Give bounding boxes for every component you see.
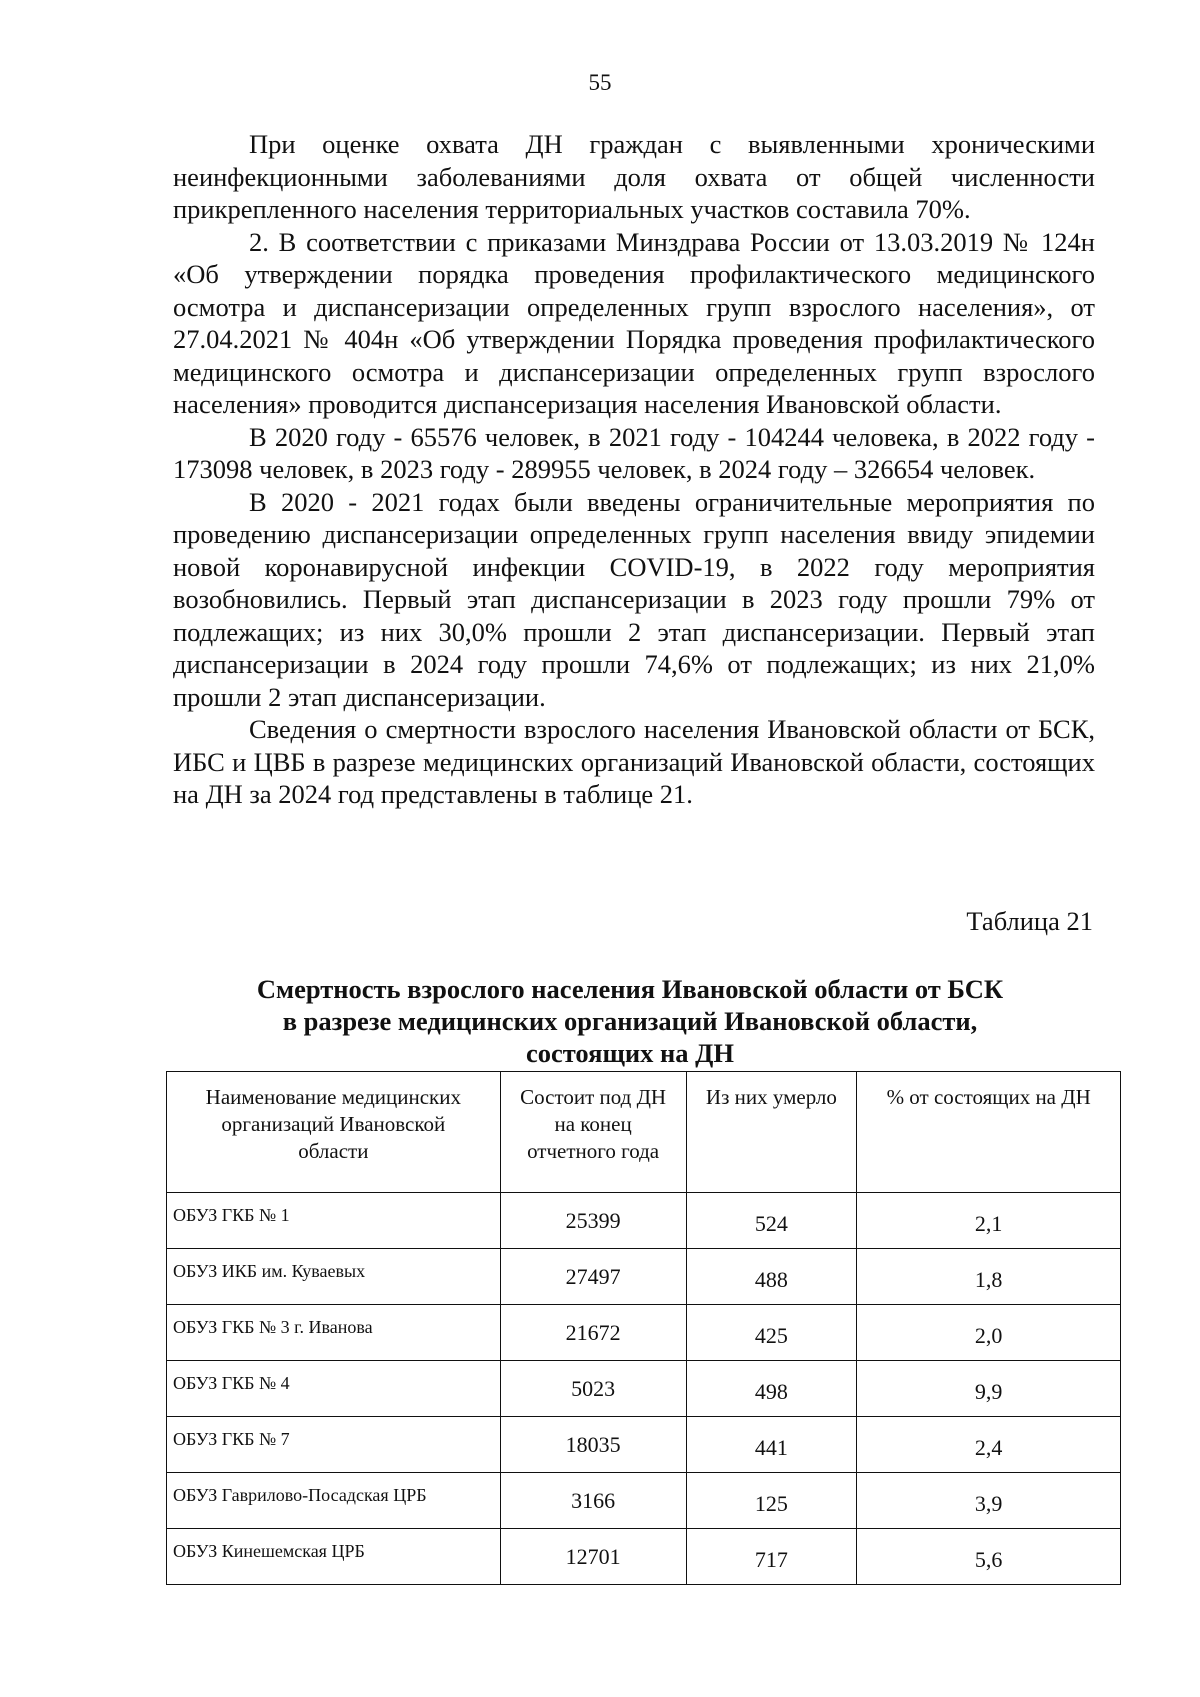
paragraph: 2. В соответствии с приказами Минздрава России от 13.03.2019 № 124н «Об утверждении порядка проведения профилактического медицинского осмотра и диспансеризации определенных групп взрослого населения», от 27.04.2021 № 404н «Об утверждении Порядка проведения профилактического медицинского осмотра и диспансеризации определенных групп взрослого населения» проводится диспансеризация населения Ивановской области. [173, 226, 1095, 419]
registered-cell: 27497 [500, 1249, 686, 1305]
registered-cell: 5023 [500, 1361, 686, 1417]
table-row [167, 1529, 1121, 1585]
registered-cell: 25399 [500, 1193, 686, 1249]
table-label: Таблица 21 [966, 906, 1093, 936]
org-cell: ОБУЗ ГКБ № 7 [167, 1417, 501, 1473]
percent-cell: 9,9 [857, 1361, 1121, 1417]
registered-cell: 18035 [500, 1417, 686, 1473]
org-cell: ОБУЗ Гаврилово-Посадская ЦРБ [167, 1473, 501, 1529]
percent-cell: 2,0 [857, 1305, 1121, 1361]
table-row [167, 1193, 1121, 1249]
paragraph: Сведения о смертности взрослого населения Ивановской области от БСК, ИБС и ЦВБ в разрезе медицинских организаций Ивановской области, состоящих на ДН за 2024 год представлены в таблице 21. [173, 714, 1095, 809]
percent-cell: 5,6 [857, 1529, 1121, 1585]
died-cell: 425 [686, 1305, 857, 1361]
table-row [167, 1473, 1121, 1529]
percent-cell: 2,4 [857, 1417, 1121, 1473]
paragraph: В 2020 - 2021 годах были введены ограничительные мероприятия по проведению диспансеризации определенных групп населения ввиду эпидемии новой коронавирусной инфекции COVID-19, в 2022 году мероприятия возобновились. Первый этап диспансеризации в 2023 году прошли 79% от подлежащих; из них 30,0% прошли 2 этап диспансеризации. Первый этап диспансеризации в 2024 году прошли 74,6% от подлежащих; из них 21,0% прошли 2 этап диспансеризации. [173, 486, 1095, 712]
died-cell: 717 [686, 1529, 857, 1585]
died-cell: 441 [686, 1417, 857, 1473]
percent-cell: 3,9 [857, 1473, 1121, 1529]
table-header-row [167, 1072, 1121, 1193]
percent-cell: 2,1 [857, 1193, 1121, 1249]
table-title-line: состоящих на ДН [525, 1038, 735, 1068]
registered-cell: 12701 [500, 1529, 686, 1585]
percent-cell: 1,8 [857, 1249, 1121, 1305]
header-registered: Состоит под ДН на конец отчетного года [500, 1072, 686, 1193]
header-org: Наименование медицинских организаций Ивановской области [167, 1072, 501, 1193]
table-title-line: в разрезе медицинских организаций Ивановской области, [282, 1006, 978, 1036]
table-title-line: Смертность взрослого населения Ивановской области от БСК [256, 974, 1004, 1004]
org-cell: ОБУЗ ИКБ им. Куваевых [167, 1249, 501, 1305]
org-cell: ОБУЗ Кинешемская ЦРБ [167, 1529, 501, 1585]
table-row [167, 1361, 1121, 1417]
died-cell: 498 [686, 1361, 857, 1417]
died-cell: 125 [686, 1473, 857, 1529]
table-row [167, 1249, 1121, 1305]
paragraph: В 2020 году - 65576 человек, в 2021 году - 104244 человека, в 2022 году - 173098 человек, в 2023 году - 289955 человек, в 2024 году – 326654 человек. [173, 421, 1095, 484]
died-cell: 488 [686, 1249, 857, 1305]
table-title [150, 973, 1110, 1069]
table-row [167, 1305, 1121, 1361]
table-row [167, 1417, 1121, 1473]
died-cell: 524 [686, 1193, 857, 1249]
org-cell: ОБУЗ ГКБ № 4 [167, 1361, 501, 1417]
header-died: Из них умерло [686, 1072, 857, 1193]
header-percent: % от состоящих на ДН [857, 1072, 1121, 1193]
org-cell: ОБУЗ ГКБ № 1 [167, 1193, 501, 1249]
org-cell: ОБУЗ ГКБ № 3 г. Иванова [167, 1305, 501, 1361]
mortality-table [166, 1071, 1121, 1585]
page-number: 55 [588, 70, 612, 95]
body-text [173, 128, 1095, 811]
registered-cell: 21672 [500, 1305, 686, 1361]
paragraph: При оценке охвата ДН граждан с выявленными хроническими неинфекционными заболеваниями доля охвата от общей численности прикрепленного населения территориальных участков составила 70%. [173, 129, 1095, 224]
registered-cell: 3166 [500, 1473, 686, 1529]
